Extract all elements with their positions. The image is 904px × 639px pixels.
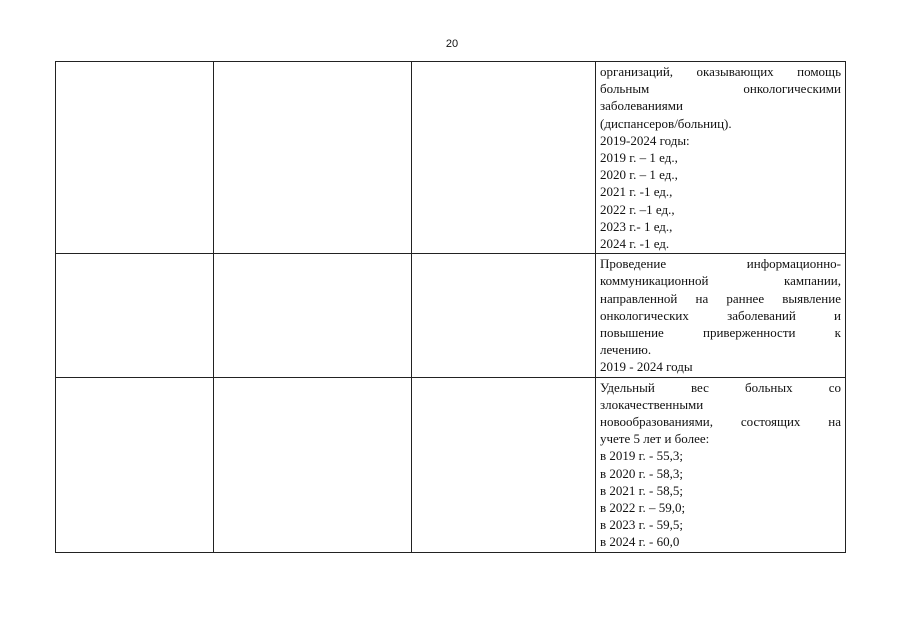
text-line: организаций, оказывающих помощь bbox=[600, 64, 841, 79]
table-cell-empty bbox=[214, 377, 412, 552]
text-line: 2020 г. – 1 ед., bbox=[600, 167, 678, 183]
text-line: в 2023 г. - 59,5; bbox=[600, 517, 683, 533]
text-line: Проведение информационно- bbox=[600, 256, 841, 272]
table-cell-text bbox=[596, 377, 846, 552]
text-line: лечению. bbox=[600, 342, 652, 358]
text-line: учете 5 лет и более: bbox=[600, 431, 710, 447]
page-number: 20 bbox=[445, 38, 459, 50]
text-line: повышение приверженности к bbox=[600, 325, 841, 341]
table-row bbox=[56, 377, 846, 552]
text-line: 2019 г. – 1 ед., bbox=[600, 150, 678, 166]
text-line: заболеваниями bbox=[600, 98, 683, 114]
text-line: злокачественными bbox=[600, 396, 704, 412]
table-cell-empty bbox=[412, 254, 596, 377]
text-line: 2022 г. –1 ед., bbox=[600, 201, 675, 217]
cell-text-block bbox=[596, 378, 845, 552]
table-cell-text bbox=[596, 62, 846, 254]
text-line: 2024 г. -1 ед. bbox=[600, 236, 670, 252]
document-table bbox=[55, 61, 846, 553]
text-line: коммуникационной кампании, bbox=[600, 273, 841, 289]
text-line: направленной на раннее выявление bbox=[600, 290, 841, 306]
table-cell-empty bbox=[56, 377, 214, 552]
text-line: 2023 г.- 1 ед., bbox=[600, 218, 673, 234]
text-line: новообразованиями, состоящих на bbox=[600, 414, 841, 430]
table-cell-empty bbox=[214, 62, 412, 254]
table-cell-empty bbox=[214, 254, 412, 377]
table-cell-empty bbox=[412, 377, 596, 552]
text-line: 2021 г. -1 ед., bbox=[600, 184, 673, 200]
text-line: в 2022 г. – 59,0; bbox=[600, 500, 686, 516]
table-row bbox=[56, 254, 846, 377]
cell-text-block bbox=[596, 254, 845, 376]
text-line: 2019-2024 годы: bbox=[600, 132, 690, 148]
table-cell-empty bbox=[412, 62, 596, 254]
table-body bbox=[56, 62, 846, 553]
text-line: (диспансеров/больниц). bbox=[600, 115, 732, 131]
cell-text-block bbox=[596, 62, 845, 253]
text-line: в 2021 г. - 58,5; bbox=[600, 482, 683, 498]
table-cell-empty bbox=[56, 254, 214, 377]
text-line: Удельный вес больных со bbox=[600, 379, 841, 395]
text-line: 2019 - 2024 годы bbox=[600, 359, 693, 375]
text-line: больным онкологическими bbox=[600, 81, 841, 97]
text-line: в 2019 г. - 55,3; bbox=[600, 448, 683, 464]
text-line: в 2020 г. - 58,3; bbox=[600, 465, 683, 481]
text-line: онкологических заболеваний и bbox=[600, 307, 841, 323]
table-row bbox=[56, 62, 846, 254]
table-cell-empty bbox=[56, 62, 214, 254]
text-line: в 2024 г. - 60,0 bbox=[600, 534, 680, 550]
table-cell-text bbox=[596, 254, 846, 377]
